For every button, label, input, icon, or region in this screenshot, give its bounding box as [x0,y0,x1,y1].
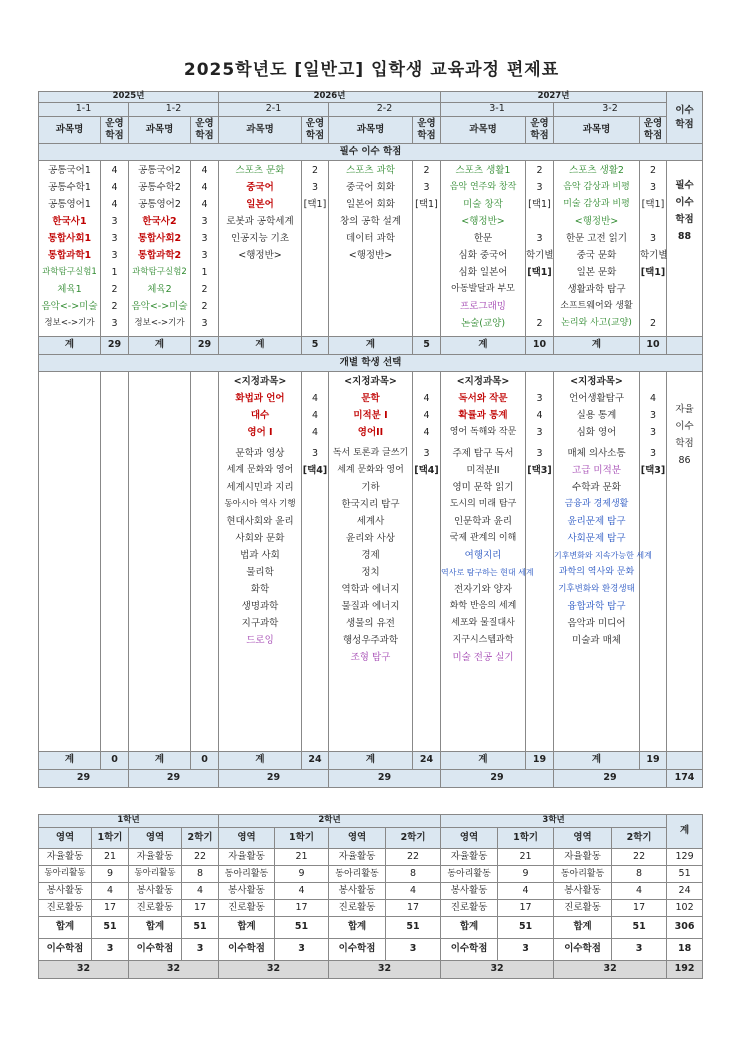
sem2-header: 2학기 [386,828,441,849]
grade-2: 2학년 [219,815,441,828]
list-item: 지구과학 [241,618,279,629]
list-item: 음악과 미디어 [567,618,626,629]
list-item: 한국사1 [52,216,87,227]
required-2-2-subjects [329,161,413,337]
elective-3-1-credits: 3 4 3 3 [택3] [526,372,554,752]
list-item: 과학의 역사와 문화 [558,567,635,577]
list-item: 영어 독해와 작문 [449,427,517,437]
list-item: 언어생활탐구 [568,393,625,404]
list-item: 음악<->미술 [131,301,188,312]
list-item: 아동발달과 부모 [451,284,515,294]
required-section-header: 필수 이수 학점 [39,144,703,161]
total-label: 계 [39,337,101,355]
sem1-header: 1학기 [92,828,129,849]
required-2-1-credits: 2 3 [택1] [302,161,329,337]
semester-3-1: 3-1 [441,103,554,117]
credit-header: 운영 학점 [101,117,129,144]
semester-1-2: 1-2 [129,103,219,117]
required-1-2-credits: 4 4 4 3 3 3 1 2 2 3 [191,161,219,337]
grade-1: 1학년 [39,815,219,828]
total-value: 10 [640,337,667,355]
list-item: 영어 I [247,427,273,438]
list-item: <행정반> [574,216,619,227]
list-item: 한국사2 [142,216,177,227]
list-item: 스포츠 문화 [235,165,285,176]
list-item: 기후변화와 환경생태 [558,584,635,594]
list-item: 생활과학 탐구 [567,284,626,295]
total-value: 10 [526,337,554,355]
list-item: 논리와 사고(교양) [561,318,632,328]
list-item: 고급 미적분 [572,465,621,476]
list-item: 화법과 언어 [235,393,285,404]
area-header: 영역 [554,828,612,849]
list-item: 경제 [361,550,380,561]
list-item: 창의 공학 설계 [339,216,402,227]
list-item: 공통수학2 [138,182,181,193]
subject-header: 과목명 [441,117,526,144]
list-item: 현대사회와 윤리 [226,516,294,527]
list-item: 역학과 에너지 [341,584,400,595]
required-3-2-subjects [554,161,640,337]
list-item: 데이터 과학 [346,233,395,244]
list-item: 기하 [361,482,380,493]
required-2-1-subjects [219,161,302,337]
list-item: 스포츠 생활2 [569,165,624,176]
list-item: 드로잉 [246,635,274,646]
year-2026: 2026년 [219,92,441,103]
sem2-header: 2학기 [612,828,667,849]
list-item: 문학 [361,393,380,404]
list-item: 스포츠 생활1 [455,165,511,176]
list-item: 문학과 영상 [235,448,285,459]
total-label: 계 [39,752,101,770]
list-item: 체육2 [147,284,172,295]
list-item: 사회와 문화 [235,533,285,544]
list-item: 주제 탐구 독서 [452,448,514,459]
list-item: 미술 전공 실기 [452,652,514,663]
list-item: 공통영어2 [138,199,181,210]
list-item: 대수 [250,410,270,421]
list-item: 미술 감상과 비평 [563,199,630,209]
list-item: 스포츠 과학 [346,165,395,176]
area-header: 영역 [329,828,386,849]
elective-3-2-subjects: <지정과목> 언어생활탐구 실용 통계 심화 영어 매체 의사소통 고급 미적분 수학과 문화 금융과 경제생활 윤리문제 탐구 사회문제 탐구 기후변화와 지속가능한 세계 과학의 역사와 문화 기후변화와 환경생태 융합과학 탐구 음악과 미디어 미술과 매체 [554,372,640,752]
list-item: 역사로 탐구하는 현대 세계 [441,568,534,577]
required-2-2-credits: 2 3 [택1] [413,161,441,337]
list-item: 한국지리 탐구 [341,499,400,510]
list-item: 독서 토론과 글쓰기 [332,448,409,458]
list-item: 로봇과 공학세계 [226,216,294,227]
semester-total: 29 [441,770,554,788]
total-label: 계 [441,337,526,355]
elective-isu-credits: 자율 이수 학점 86 [667,372,703,752]
list-item: <행정반> [348,250,393,261]
total-value: 29 [191,337,219,355]
list-item: 통합사회2 [137,233,182,244]
total-label: 계 [329,337,413,355]
list-item: 영미 문학 읽기 [452,482,514,493]
list-item: 정보<->기가 [134,318,185,328]
total-label: 계 [441,752,526,770]
list-item: 미술과 매체 [572,635,621,646]
semester-3-2: 3-2 [554,103,667,117]
isu-header: 이수 학점 [667,92,703,144]
list-item: 금융과 경제생활 [564,499,629,509]
list-item: 전자기와 양자 [453,584,513,595]
list-item: <행정반> [238,250,282,261]
subject-header: 과목명 [39,117,101,144]
total-value: 24 [413,752,441,770]
total-label: 계 [129,337,191,355]
list-item: 음악 감상과 비평 [563,182,630,192]
elective-section-header: 개별 학생 선택 [39,355,703,372]
list-item: 공통수학1 [48,182,91,193]
grade-3: 3학년 [441,815,667,828]
list-item: 체육1 [57,284,82,295]
year-2025: 2025년 [39,92,219,103]
table-row: 봉사활동 4 봉사활동 4 봉사활동 4 봉사활동 4 봉사활동 4 봉사활동 4 24 [39,883,703,900]
list-item: 일본어 [246,199,274,210]
list-item: 물리학 [246,567,274,578]
list-item: 윤리와 사상 [346,533,395,544]
subject-header: 과목명 [329,117,413,144]
list-item: 행성우주과학 [342,635,399,646]
sem2-header: 2학기 [182,828,219,849]
list-item: 법과 사회 [240,550,280,561]
list-item: 소프트웨어와 생활 [560,301,633,311]
final-row: 32 32 32 32 32 32 192 [39,961,703,979]
table-row: 동아리활동 9 동아리활동 8 동아리활동 9 동아리활동 8 동아리활동 9 동아리활동 8 51 [39,866,703,883]
list-item: 생명과학 [241,601,279,612]
list-item: 논술(교양) [460,318,506,329]
required-isu-credits: 필수 이수 학점 88 [667,161,703,337]
list-item: 정치 [361,567,380,578]
list-item: 일본어 회화 [346,199,395,210]
semester-total: 29 [39,770,129,788]
subject-header: 과목명 [219,117,302,144]
list-item: 미적분 I [353,410,388,421]
elective-2-1-subjects: <지정과목> 화법과 언어 대수 영어 I 문학과 영상 세계 문화와 영어 세계시민과 지리 동아시아 역사 기행 현대사회와 윤리 사회와 문화 법과 사회 물리학 화학 생명과학 지구과학 드로잉 [219,372,302,752]
sem1-header: 1학기 [275,828,329,849]
list-item: 공통국어2 [138,165,181,176]
list-item: <행정반> [461,216,505,227]
total-value: 0 [191,752,219,770]
table-row: 자율활동 21 자율활동 22 자율활동 21 자율활동 22 자율활동 21 자율활동 22 129 [39,849,703,866]
list-item: 세포와 물질대사 [451,618,515,628]
total-label: 계 [329,752,413,770]
list-item: 지구시스템과학 [452,635,514,645]
list-item: 물질과 에너지 [341,601,400,612]
list-item: 사회문제 탐구 [567,533,626,544]
total-label: 계 [554,752,640,770]
list-item: 도시의 미래 탐구 [449,499,517,509]
total-value: 5 [413,337,441,355]
list-item: 중국어 [246,182,274,193]
elective-2-1-credits: 4 4 4 3 [택4] [302,372,329,752]
area-header: 영역 [219,828,275,849]
required-1-1-credits: 4 4 4 3 3 3 1 2 2 3 [101,161,129,337]
credit-header: 운영 학점 [640,117,667,144]
area-header: 영역 [39,828,92,849]
list-item: 화학 반응의 세계 [449,601,517,611]
list-item: 인문학과 윤리 [453,516,513,527]
list-item: 조형 탐구 [350,652,391,663]
list-item: 미술 창작 [463,199,503,210]
required-1-2-subjects [129,161,191,337]
list-item: 음악<->미술 [41,301,98,312]
elective-2-2-credits: 4 4 4 3 [택4] [413,372,441,752]
list-item: 통합과학2 [137,250,182,261]
list-item: 통합사회1 [47,233,92,244]
list-item: 정보<->기가 [44,318,95,328]
list-item: 중국 문화 [576,250,617,261]
required-3-1-subjects [441,161,526,337]
elective-2-2-subjects: <지정과목> 문학 미적분 I 영어II 독서 토론과 글쓰기 세계 문화와 영어 기하 한국지리 탐구 세계사 윤리와 사상 경제 정치 역학과 에너지 물질과 에너지 생물의 유전 행성우주과학 조형 탐구 [329,372,413,752]
list-item: 매체 의사소통 [567,448,626,459]
total-label: 계 [554,337,640,355]
list-item: 심화 영어 [576,427,617,438]
list-item: 공통영어1 [48,199,91,210]
list-item: 실용 통계 [576,410,617,421]
required-3-2-credits: 2 3 [택1] 3 학기별 [택1] 2 [640,161,667,337]
semester-total: 29 [219,770,329,788]
list-item: 과학탐구실험1 [42,267,97,277]
list-item: 수학과 문화 [572,482,621,493]
semester-total: 29 [554,770,667,788]
list-item: 심화 중국어 [458,250,508,261]
list-item: 세계시민과 지리 [226,482,294,493]
list-item: 한문 [473,233,493,244]
semester-2-2: 2-2 [329,103,441,117]
total-value: 5 [302,337,329,355]
list-item: 과학탐구실험2 [132,267,187,277]
list-item: 융합과학 탐구 [567,601,626,612]
total-label: 계 [219,337,302,355]
area-header: 영역 [129,828,182,849]
list-item: 생물의 유전 [346,618,395,629]
total-label: 계 [129,752,191,770]
table-row: 진로활동 17 진로활동 17 진로활동 17 진로활동 17 진로활동 17 진로활동 17 102 [39,900,703,917]
total-value: 29 [101,337,129,355]
year-2027: 2027년 [441,92,667,103]
list-item: 미적분II [466,465,500,476]
list-item: 통합과학1 [47,250,92,261]
activities-total-header: 계 [667,815,703,849]
required-1-1-subjects [39,161,101,337]
list-item: 영어II [357,427,384,438]
total-value: 19 [640,752,667,770]
semester-total: 29 [129,770,219,788]
semester-total: 29 [329,770,441,788]
list-item: 한문 고전 읽기 [565,233,628,244]
sum-row: 합계 51 합계 51 합계 51 합계 51 합계 51 합계 51 306 [39,917,703,939]
list-item: 세계사 [356,516,385,527]
list-item: 프로그래밍 [460,301,506,312]
credit-header: 운영 학점 [302,117,329,144]
credit-header: 운영 학점 [526,117,554,144]
elective-3-2-credits: 4 3 3 3 [택3] [640,372,667,752]
total-value: 24 [302,752,329,770]
total-value: 19 [526,752,554,770]
list-item: 중국어 회화 [346,182,395,193]
list-item: 동아시아 역사 기행 [224,499,296,509]
list-item: 일본 문화 [576,267,617,278]
list-item: 여행지리 [464,550,502,561]
subject-header: 과목명 [129,117,191,144]
isu-row: 이수학점 3 이수학점 3 이수학점 3 이수학점 3 이수학점 3 이수학점 3 18 [39,939,703,961]
list-item: 심화 일본어 [458,267,508,278]
list-item: 인공지능 기초 [230,233,290,244]
total-value: 0 [101,752,129,770]
semester-2-1: 2-1 [219,103,329,117]
curriculum-table [38,91,703,788]
list-item: 독서와 작문 [458,393,508,404]
elective-3-1-subjects: <지정과목> 독서와 작문 확률과 통계 영어 독해와 작문 주제 탐구 독서 미적분II 영미 문학 읽기 도시의 미래 탐구 인문학과 윤리 국제 관계의 이해 여행지리 역사로 탐구하는 현대 세계 전자기와 양자 화학 반응의 세계 세포와 물질대사 지구시스템과학 미술 전공 실기 [441,372,526,752]
area-header: 영역 [441,828,498,849]
credit-header: 운영 학점 [413,117,441,144]
activities-table [38,814,703,979]
list-item: 기후변화와 지속가능한 세계 [554,551,652,560]
list-item: 국제 관계의 이해 [449,533,517,543]
grand-total: 174 [667,770,703,788]
semester-1-1: 1-1 [39,103,129,117]
list-item: 확률과 통계 [458,410,508,421]
sem1-header: 1학기 [498,828,554,849]
list-item: 세계 문화와 영어 [226,465,294,475]
list-item: 화학 [250,584,270,595]
page-title: 2025학년도 [일반고] 입학생 교육과정 편제표 [183,60,560,80]
list-item: 공통국어1 [48,165,91,176]
credit-header: 운영 학점 [191,117,219,144]
list-item: 음악 연주와 창작 [449,182,517,192]
list-item: 세계 문화와 영어 [337,465,404,475]
subject-header: 과목명 [554,117,640,144]
required-3-1-credits: 2 3 [택1] 3 학기별 [택1] 2 [526,161,554,337]
list-item: 윤리문제 탐구 [567,516,626,527]
total-label: 계 [219,752,302,770]
